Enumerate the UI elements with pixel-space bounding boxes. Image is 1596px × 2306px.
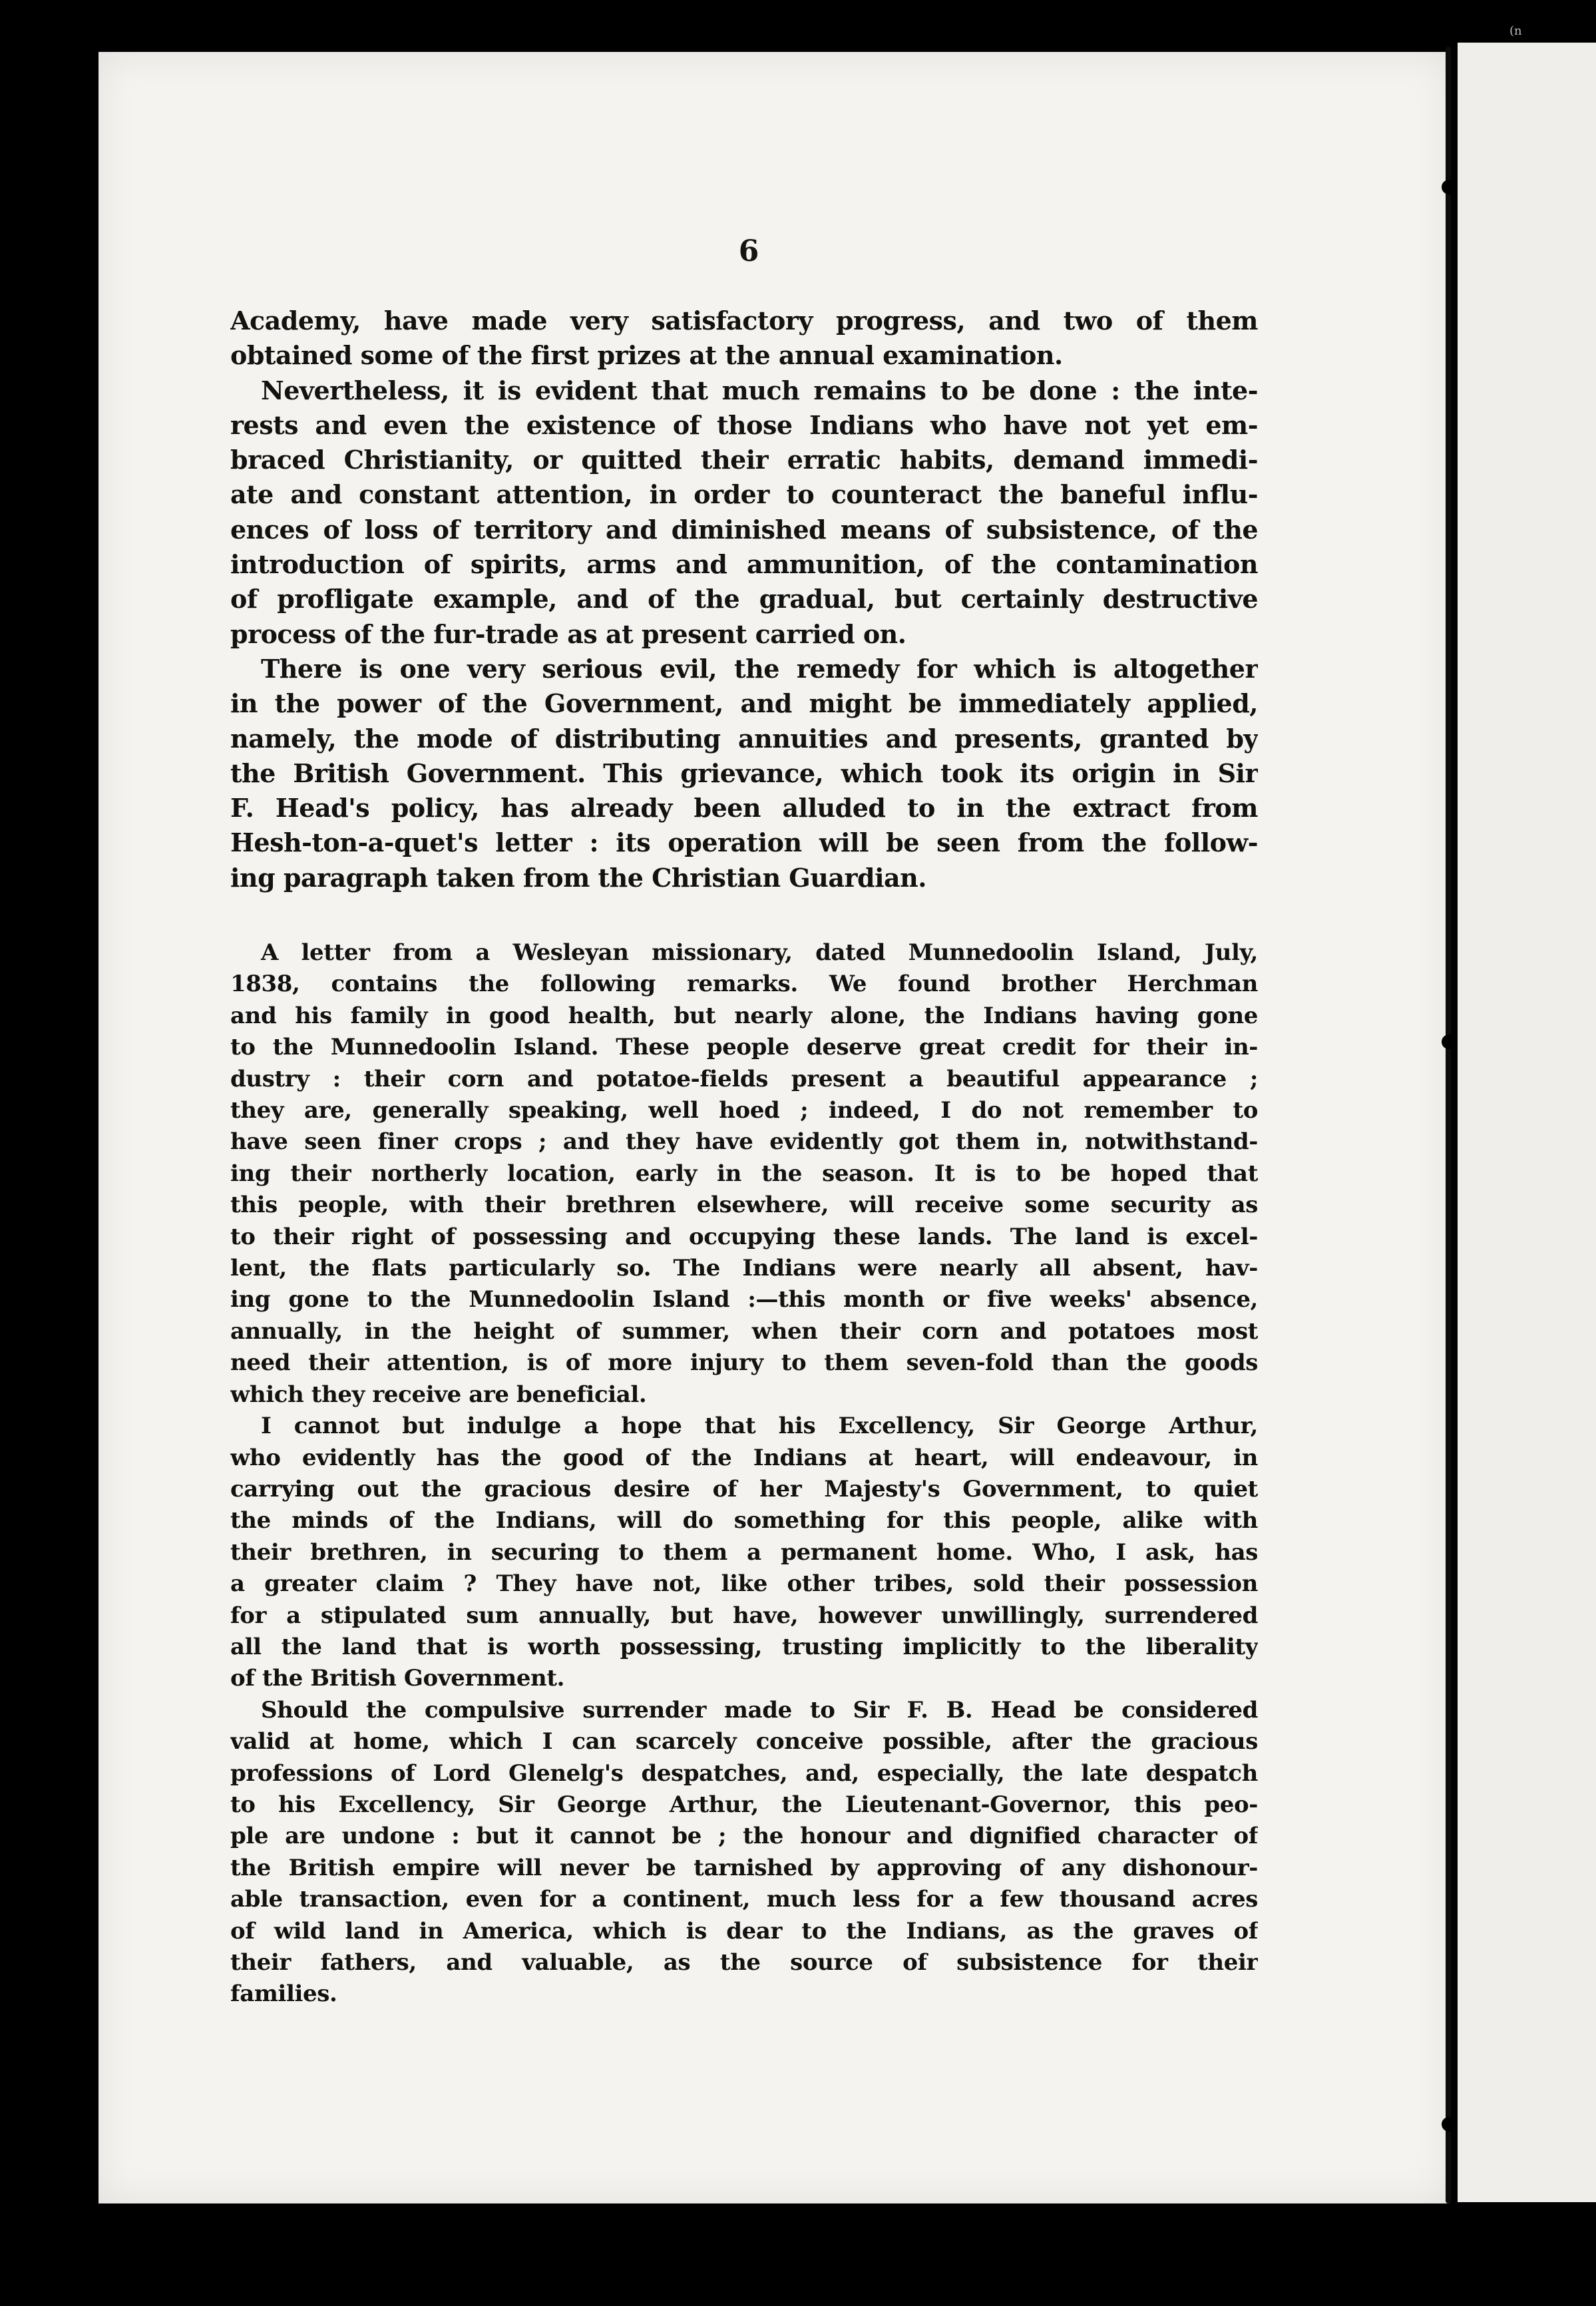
quoted-letter-paragraphs — [230, 937, 1258, 2010]
text-line: need their attention, is of more injury to them seven-fold than the goods — [230, 1349, 1258, 1377]
text-line: F. Head's policy, has already been alluded to in the extract from — [230, 793, 1258, 823]
text-line: families. — [230, 1980, 337, 2008]
text-line: Hesh-ton-a-quet's letter : its operation will be seen from the follow- — [230, 827, 1258, 858]
text-line: lent, the flats particularly so. The Indians were nearly all absent, hav- — [230, 1255, 1258, 1282]
page-number: 6 — [738, 234, 759, 268]
text-line: a greater claim ? They have not, like other tribes, sold their possession — [230, 1570, 1258, 1598]
text-line: the British Government. This grievance, which took its origin in Sir — [230, 758, 1258, 788]
text-line: There is one very serious evil, the remedy for which is altogether — [261, 653, 1258, 684]
text-line: obtained some of the first prizes at the annual examination. — [230, 340, 1063, 371]
text-line: for a stipulated sum annually, but have, however unwillingly, surrendered — [230, 1602, 1258, 1629]
text-line: process of the fur-trade as at present carried on. — [230, 618, 906, 649]
binding-mark-middle — [1442, 1035, 1456, 1049]
text-line: dustry : their corn and potatoe-fields present a beautiful appearance ; — [230, 1065, 1258, 1092]
corner-mark: (n — [1509, 24, 1522, 38]
text-line: in the power of the Government, and might be immediately applied, — [230, 688, 1258, 719]
text-line: braced Christianity, or quitted their erratic habits, demand immedi- — [230, 445, 1258, 475]
text-line: ate and constant attention, in order to counteract the baneful influ- — [230, 479, 1258, 510]
text-line: ple are undone : but it cannot be ; the honour and dignified character of — [230, 1823, 1258, 1850]
text-line: of profligate example, and of the gradual, but certainly destructive — [230, 584, 1258, 614]
binding-mark-bottom — [1442, 2117, 1456, 2132]
adjacent-page-edge — [1458, 43, 1596, 2202]
text-line: the minds of the Indians, will do something for this people, alike with — [230, 1507, 1258, 1534]
text-line: rests and even the existence of those Indians who have not yet em- — [230, 409, 1258, 440]
text-line: A letter from a Wesleyan missionary, dated Munnedoolin Island, July, — [261, 939, 1258, 966]
text-line: annually, in the height of summer, when their corn and potatoes most — [230, 1317, 1258, 1345]
text-line: 1838, contains the following remarks. We found brother Herchman — [230, 971, 1258, 998]
text-line: I cannot but indulge a hope that his Excellency, Sir George Arthur, — [261, 1413, 1258, 1440]
text-line: Nevertheless, it is evident that much remains to be done : the inte- — [261, 375, 1258, 405]
text-line: to the Munnedoolin Island. These people deserve great credit for their in- — [230, 1034, 1258, 1061]
text-line: Academy, have made very satisfactory progress, and two of them — [230, 306, 1258, 336]
text-line: all the land that is worth possessing, trusting implicitly to the liberality — [230, 1633, 1258, 1660]
text-line: valid at home, which I can scarcely conceive possible, after the gracious — [230, 1728, 1258, 1755]
upper-paragraphs — [230, 304, 1258, 895]
text-line: and his family in good health, but nearly alone, the Indians having gone — [230, 1002, 1258, 1029]
text-line: carrying out the gracious desire of her Majesty's Government, to quiet — [230, 1475, 1258, 1502]
text-line: namely, the mode of distributing annuities and presents, granted by — [230, 723, 1258, 754]
binding-mark-top — [1442, 180, 1456, 194]
text-line: have seen finer crops ; and they have evidently got them in, notwithstand- — [230, 1128, 1258, 1156]
text-line: introduction of spirits, arms and ammunition, of the contamination — [230, 549, 1258, 580]
text-line: ences of loss of territory and diminished means of subsistence, of the — [230, 514, 1258, 545]
text-line: this people, with their brethren elsewhere, will receive some security as — [230, 1192, 1258, 1219]
text-line: ing gone to the Munnedoolin Island :—this month or five weeks' absence, — [230, 1286, 1258, 1313]
text-line: to his Excellency, Sir George Arthur, the Lieutenant-Governor, this peo- — [230, 1791, 1258, 1818]
text-line: their fathers, and valuable, as the source of subsistence for their — [230, 1949, 1258, 1976]
text-line: of the British Government. — [230, 1665, 565, 1692]
text-line: able transaction, even for a continent, much less for a few thousand acres — [230, 1886, 1258, 1913]
text-line: ing their northerly location, early in the season. It is to be hoped that — [230, 1160, 1258, 1187]
text-line: their brethren, in securing to them a permanent home. Who, I ask, has — [230, 1538, 1258, 1566]
text-line: to their right of possessing and occupying these lands. The land is excel- — [230, 1223, 1258, 1250]
text-line: the British empire will never be tarnished by approving of any dishonour- — [230, 1854, 1258, 1881]
page-fold-line — [1446, 47, 1451, 2203]
text-line: they are, generally speaking, well hoed ; indeed, I do not remember to — [230, 1097, 1258, 1124]
text-line: who evidently has the good of the Indians at heart, will endeavour, in — [230, 1444, 1258, 1471]
text-line: which they receive are beneficial. — [230, 1381, 647, 1408]
text-line: of wild land in America, which is dear to the Indians, as the graves of — [230, 1917, 1258, 1945]
text-line: ing paragraph taken from the Christian Guardian. — [230, 862, 927, 893]
text-line: Should the compulsive surrender made to Sir F. B. Head be considered — [261, 1696, 1258, 1724]
text-line: professions of Lord Glenelg's despatches, and, especially, the late despatch — [230, 1759, 1258, 1787]
